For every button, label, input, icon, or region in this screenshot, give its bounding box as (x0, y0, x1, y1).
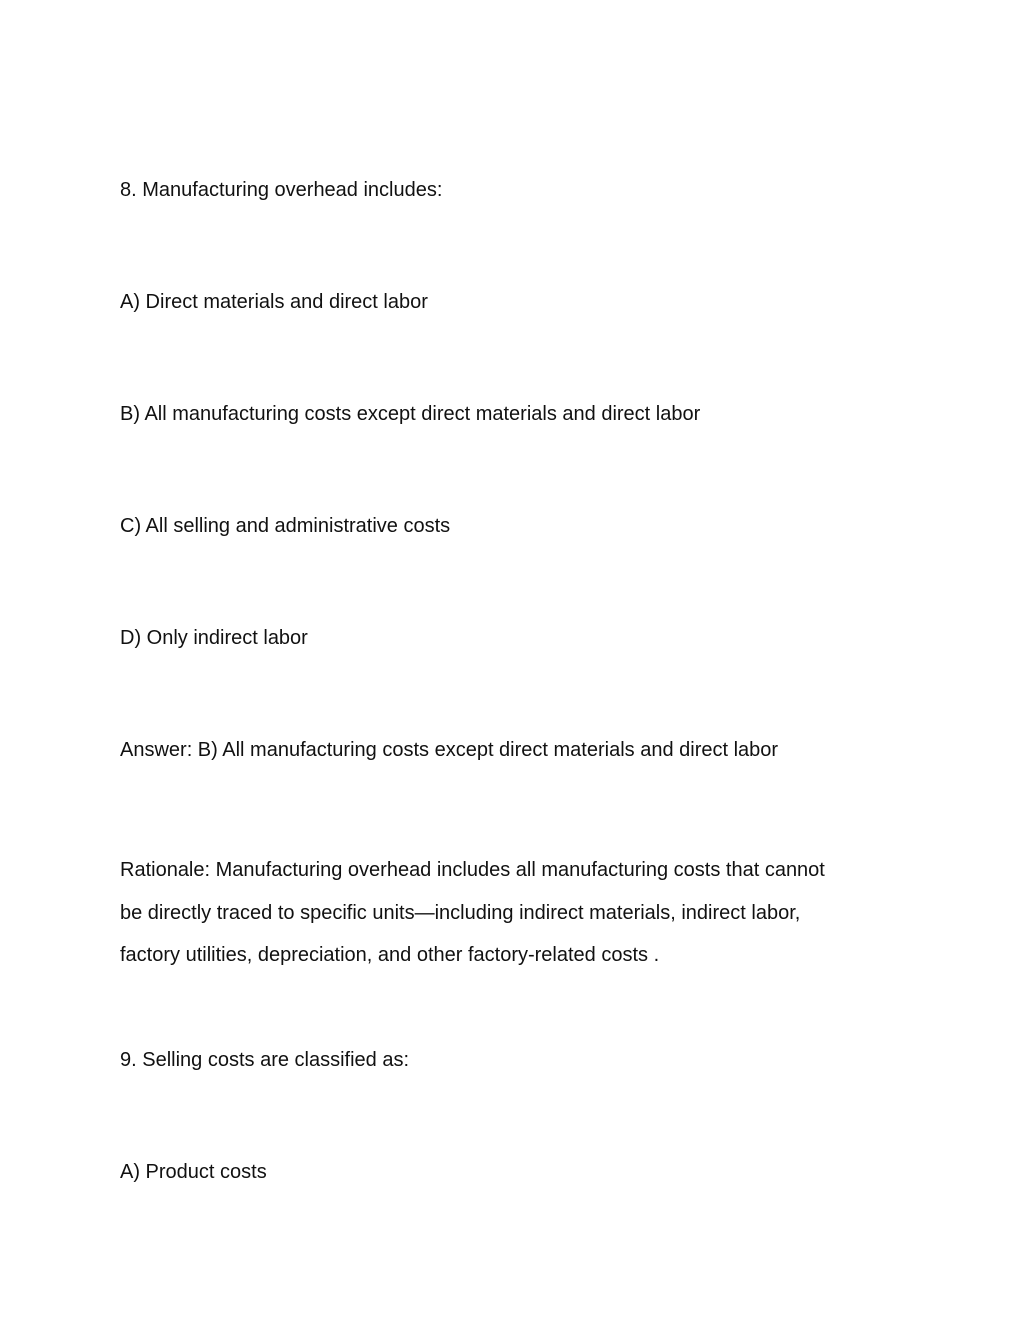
question-8-text: 8. Manufacturing overhead includes: (120, 179, 443, 201)
q8-option-a: A) Direct materials and direct labor (120, 291, 428, 313)
q8-option-b: B) All manufacturing costs except direct materials and direct labor (120, 403, 701, 425)
rationale-line: factory utilities, depreciation, and other factory-related costs . (120, 944, 660, 966)
q8-option-d: D) Only indirect labor (120, 627, 308, 649)
rationale-line: be directly traced to specific units—including indirect materials, indirect labor, (120, 901, 801, 924)
q8-rationale (120, 849, 910, 977)
rationale-line: Rationale: Manufacturing overhead includes all manufacturing costs that cannot (120, 859, 825, 881)
question-9-text: 9. Selling costs are classified as: (120, 1049, 410, 1071)
q9-option-a: A) Product costs (120, 1161, 267, 1183)
q8-option-c: C) All selling and administrative costs (120, 515, 451, 537)
q8-answer: Answer: B) All manufacturing costs except direct materials and direct labor (120, 739, 779, 761)
